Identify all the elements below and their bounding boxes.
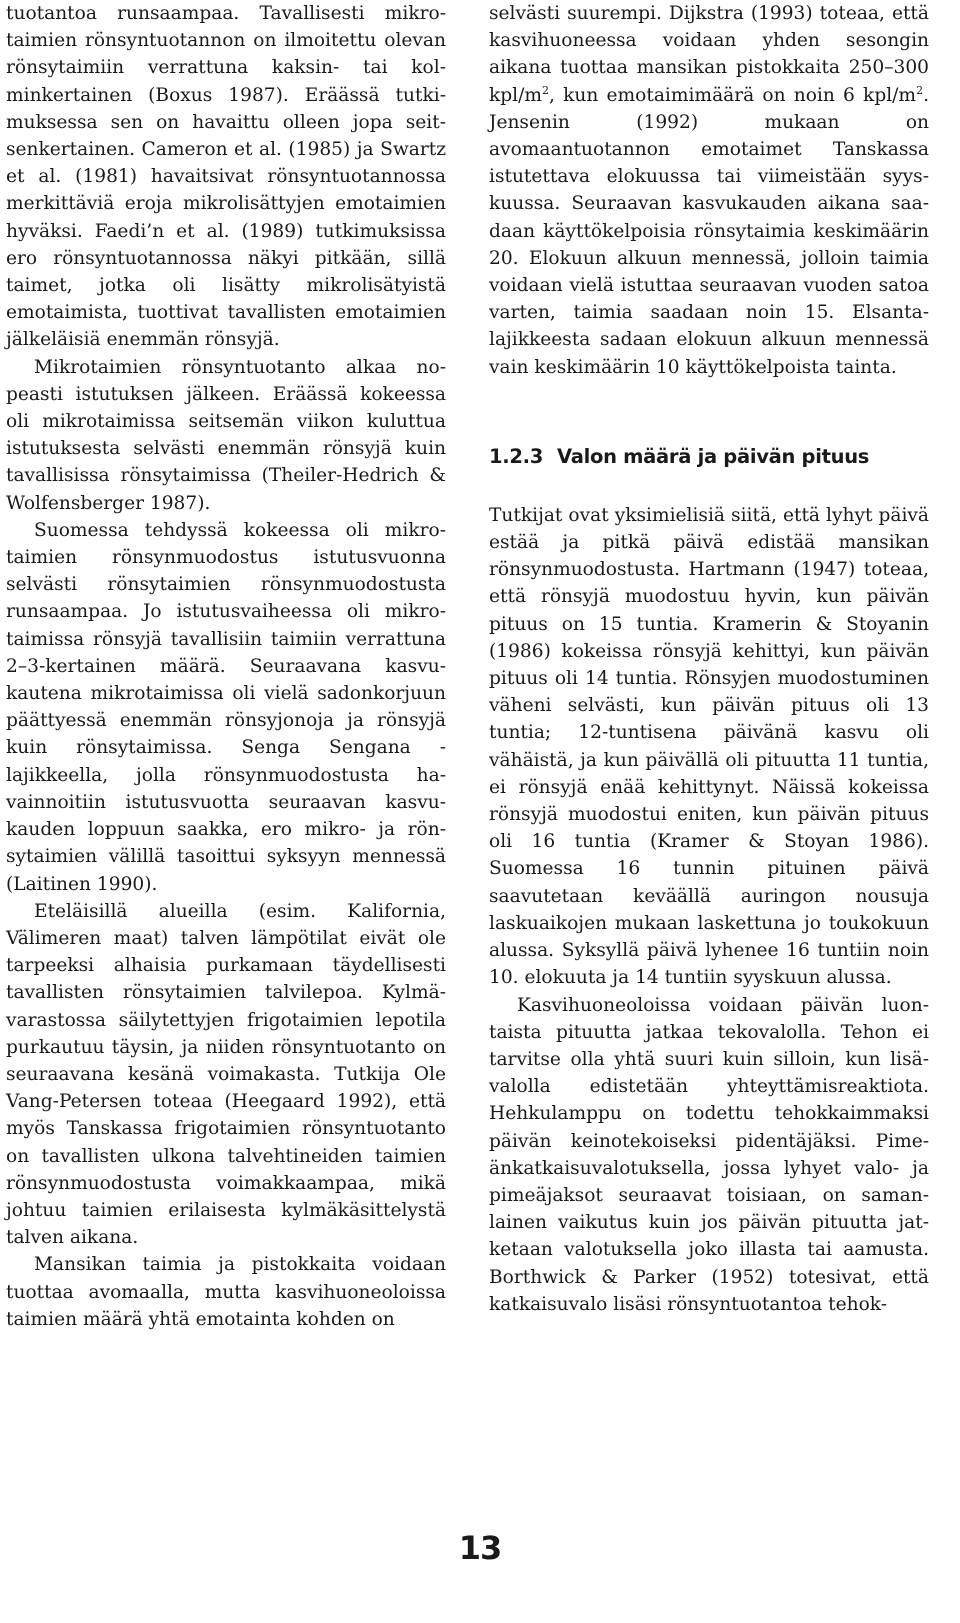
superscript: 2 xyxy=(542,83,550,97)
paragraph: Kasvihuoneoloissa voidaan päivän luontaista pituutta jatkaa tekovalolla. Tehon ei tarvitse olla yhtä suuri kuin silloin, kun lisävalolla edistetään yhteyttämisreaktiota. Hehkulamppu on todettu tehokkaimmaksi päivän keinotekoiseksi pidentäjäksi. Pimeänkatkaisuvalotuksella, jossa lyhyet valo- ja pimeäjaksot seuraavat toisiaan, on samanlainen vaikutus kuin jos päivän pituutta jatketaan valotuksella joko illasta tai aamusta. Borthwick & Parker (1952) totesivat, että katkaisuvalo lisäsi rönsyntuotantoa tehok- xyxy=(489,994,929,1315)
right-column xyxy=(489,0,929,1318)
paragraph: Tutkijat ovat yksimielisiä siitä, että lyhyt päivä estää ja pitkä päivä edistää mansikan rönsynmuodostusta. Hartmann (1947) toteaa, että rönsyjä muodostuu hyvin, kun päivän pituus on 15 tuntia. Kramerin & Stoyanin (1986) kokeissa rönsyjä kehittyi, kun päivän pituus oli 14 tuntia. Rönsyjen muodostuminen väheni selvästi, kun päivän pituus oli 13 tuntia; 12-tuntisena päivänä kasvu oli vähäistä, ja kun päivällä oli pituutta 11 tuntia, ei rönsyjä enää kehittynyt. Näissä kokeissa rönsyjä muodostui eniten, kun päivän pituus oli 16 tuntia (Kramer & Stoyan 1986). Suomessa 16 tunnin pituinen päivä saavutetaan keväällä auringon nousuja laskuaikojen mukaan laskettuna jo toukokuun alussa. Syksyllä päivä lyhenee 16 tuntiin noin 10. elokuuta ja 14 tuntiin syyskuun alussa. xyxy=(489,504,929,989)
paragraph: Eteläisillä alueilla (esim. Kalifornia, Välimeren maat) talven lämpötilat eivät ole tarpeeksi alhaisia purkamaan täydellisesti tavallisten rönsytaimien talvilepoa. Kylmävarastossa säilytettyjen frigotaimien lepotila purkautuu täysin, ja niiden rönsyntuotanto on seuraavana kesänä voimakasta. Tutkija Ole Vang-Petersen toteaa (Heegaard 1992), että myös Tanskassa frigotaimien rönsyntuotanto on tavallisten ulkona talvehtineiden taimien rönsynmuodostusta voimakkaampaa, mikä johtuu taimien erilaisesta kylmäkäsittelystä talven aikana. xyxy=(6,900,446,1249)
paragraph: tuotantoa runsaampaa. Tavallisesti mikrotaimien rönsyntuotannon on ilmoitettu olevan rönsytaimiin verrattuna kaksin- tai kolminkertainen (Boxus 1987). Eräässä tutkimuksessa sen on havaittu olleen jopa seitsenkertainen. Cameron et al. (1985) ja Swartz et al. (1981) havaitsivat rönsyntuotannossa merkittäviä eroja mikrolisättyjen emotaimien hyväksi. Faedi’n et al. (1989) tutkimuksissa ero rönsyntuotannossa näkyi pitkään, sillä taimet, jotka oli lisätty mikrolisätyistä emotaimista, tuottivat tavallisten emotaimien jälkeläisiä enemmän rönsyjä. xyxy=(6,3,446,351)
paragraph-text: . Jensenin (1992) mukaan on avomaantuotannon emotaimet Tanskassa istutettava elokuussa tai viimeistään syyskuussa. Seuraavan kasvukauden aikana saadaan käyttökelpoisia rönsytaimia keskimäärin 20. Elokuun alkuun mennessä, jolloin taimia voidaan vielä istuttaa seuraavan vuoden satoa varten, taimia saadaan noin 15. Elsanta-lajikkeesta sadaan elokuun alkuun mennessä vain keskimäärin 10 käyttökelpoista tainta. xyxy=(489,84,929,378)
paragraph-text: selvästi suurempi. Dijkstra (1993) toteaa, että kasvihuoneessa voidaan yhden sesongin aikana tuottaa mansikan pistokkaita 250–300 kpl/m xyxy=(489,3,929,106)
section-title: Valon määrä ja päivän pituus xyxy=(557,444,870,468)
paragraph xyxy=(489,0,929,381)
superscript: 2 xyxy=(916,83,924,97)
paragraph-text: , kun emotaimimäärä on noin 6 kpl/m xyxy=(549,84,917,106)
paragraph: Suomessa tehdyssä kokeessa oli mikrotaimien rönsynmuodostus istutusvuonna selvästi rönsytaimien rönsynmuodostusta runsaampaa. Jo istutusvaiheessa oli mikrotaimissa rönsyjä tavallisiin taimiin verrattuna 2–3-kertainen määrä. Seuraavana kasvukautena mikrotaimissa oli vielä sadonkorjuun päättyessä enemmän rönsyjonoja ja rönsyjä kuin rönsytaimissa. Senga Sengana -lajikkeella, jolla rönsynmuodostusta havainnoitiin istutusvuotta seuraavan kasvukauden loppuun saakka, ero mikro- ja rönsytaimien välillä tasoittui syksyyn mennessä (Laitinen 1990). xyxy=(6,519,446,895)
section-heading xyxy=(489,443,929,470)
page-number: 13 xyxy=(458,1529,502,1567)
section-number: 1.2.3 xyxy=(489,444,544,468)
paragraph: Mansikan taimia ja pistokkaita voidaan tuottaa avomaalla, mutta kasvihuoneoloissa taimien määrä yhtä emotainta kohden on xyxy=(6,1254,446,1330)
left-column xyxy=(6,0,446,1333)
paragraph: Mikrotaimien rönsyntuotanto alkaa nopeasti istutuksen jälkeen. Eräässä kokeessa oli mikrotaimissa seitsemän viikon kuluttua istutuksesta selvästi enemmän rönsyjä kuin tavallisissa rönsytaimissa (Theiler-Hedrich & Wolfensberger 1987). xyxy=(6,356,446,514)
